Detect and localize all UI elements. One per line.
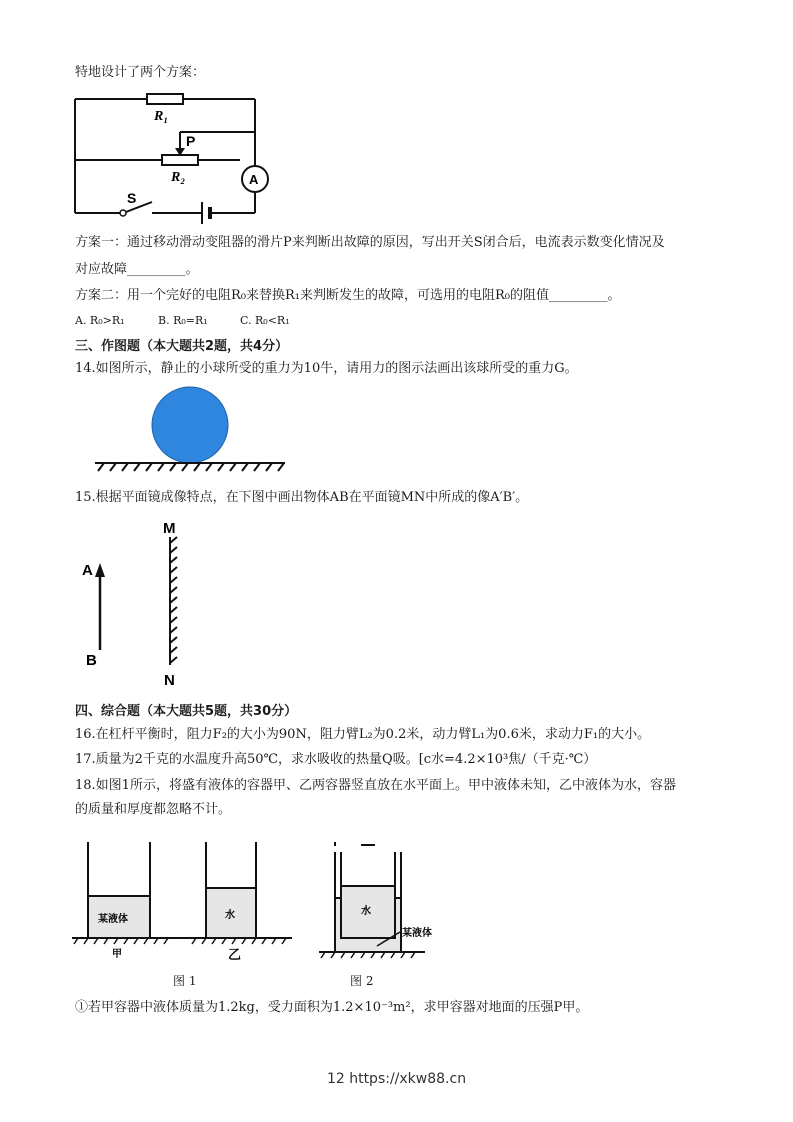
option-a: A. R₀>R₁ [75, 314, 125, 327]
jia-label: 甲 [112, 949, 122, 960]
page-footer: 12 https://xkw88.cn [326, 1071, 467, 1087]
plan2-text: 方案二：用一个完好的电阻R₀来替换R₁来判断发生的故障，可选用的电阻R₀的阻值_________。 [75, 288, 621, 303]
label-m: M [163, 520, 176, 537]
question-17: 17.质量为2千克的水温度升高50℃，求水吸收的热量Q吸。[c水=4.2×10³焦/（千克·℃） [75, 752, 597, 767]
label-a: A [82, 562, 93, 579]
ball-figure [90, 385, 290, 475]
mirror-figure [78, 515, 198, 690]
question-14: 14.如图所示，静止的小球所受的重力为10牛，请用力的图示法画出该球所受的重力G。 [75, 361, 578, 376]
fig2-outer-liquid-label: 某液体 [402, 928, 432, 939]
yi-label: 乙 [228, 948, 242, 963]
label-b: B [86, 652, 97, 669]
figure-1-containers [70, 838, 295, 963]
fig2-inner-liquid-label: 水 [361, 906, 371, 917]
slider-p-label: P [186, 133, 196, 149]
section-4-heading: 四、综合题（本大题共5题，共30分） [75, 704, 298, 719]
question-18-cont: 的质量和厚度都忽略不计。 [75, 802, 232, 817]
circuit-diagram [70, 88, 280, 228]
plan1-text-cont: 对应故障_________。 [75, 262, 199, 277]
option-b: B. R₀=R₁ [158, 314, 208, 327]
figure-2-containers [315, 838, 460, 963]
question-18-part-1: ①若甲容器中液体质量为1.2kg，受力面积为1.2×10⁻³m²，求甲容器对地面的压强P甲。 [75, 1000, 589, 1015]
r2-label: R₂ [171, 170, 186, 185]
option-c: C. R₀<R₁ [240, 314, 290, 327]
question-18: 18.如图1所示，将盛有液体的容器甲、乙两容器竖直放在水平面上。甲中液体未知，乙中液体为水，容器 [75, 778, 676, 793]
ammeter-label: A [249, 172, 259, 187]
ball [152, 387, 228, 463]
label-n: N [164, 672, 175, 689]
intro-text: 特地设计了两个方案： [75, 65, 206, 80]
yi-liquid-label: 水 [225, 910, 235, 921]
section-3-heading: 三、作图题（本大题共2题，共4分） [75, 339, 289, 354]
question-16: 16.在杠杆平衡时，阻力F₂的大小为90N，阻力臂L₂为0.2米，动力臂L₁为0.6米，求动力F₁的大小。 [75, 727, 651, 742]
r1-label: R₁ [154, 109, 169, 124]
jia-liquid-label: 某液体 [98, 914, 128, 925]
figure-2-caption: 图 2 [350, 974, 374, 988]
switch-s-label: S [127, 190, 137, 206]
figure-1-caption: 图 1 [173, 974, 197, 988]
question-15: 15.根据平面镜成像特点，在下图中画出物体AB在平面镜MN中所成的像A′B′。 [75, 490, 529, 505]
plan1-text: 方案一：通过移动滑动变阻器的滑片P来判断出故障的原因，写出开关S闭合后，电流表示数变化情况及 [75, 235, 665, 250]
